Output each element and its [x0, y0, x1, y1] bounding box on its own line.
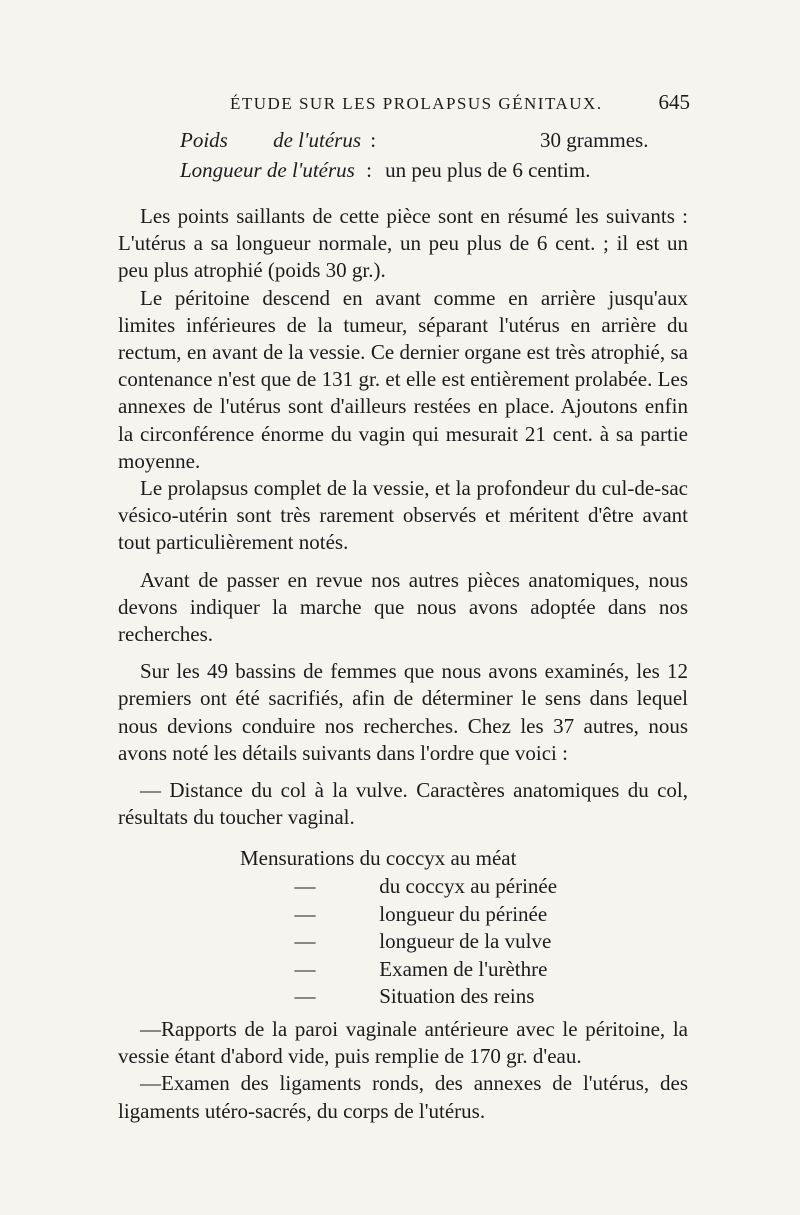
- paragraph: Le prolapsus complet de la vessie, et la profondeur du cul-de-sac vésico-utérin sont très rarement observés et méritent d'être avant tout particulièrement notés.: [118, 476, 688, 555]
- paragraph: — Distance du col à la vulve. Caractères anatomiques du col, résultats du toucher vaginal.: [118, 778, 688, 830]
- paragraph: —Examen des ligaments ronds, des annexes de l'utérus, des ligaments utéro-sacrés, du corps de l'utérus.: [118, 1071, 688, 1123]
- paragraph: Avant de passer en revue nos autres pièces anatomiques, nous devons indiquer la marche que nous avons adoptée dans nos recherches.: [118, 567, 688, 647]
- length-line: Longueur de l'utérus : un peu plus de 6 centim.: [180, 158, 591, 182]
- running-title: ÉTUDE SUR LES PROLAPSUS GÉNITAUX.: [230, 94, 603, 113]
- weight-line: Poids de l'utérus :: [180, 128, 377, 152]
- mensuration-item: — Situation des reins: [294, 984, 535, 1008]
- paragraph: Sur les 49 bassins de femmes que nous avons examinés, les 12 premiers ont été sacrifiés, afin de déterminer le sens dans lequel nous devions conduire nos recherches. Chez les 37 autres, nous avons noté les détails suivants dans l'ordre que voici :: [118, 659, 688, 765]
- weight-value: 30 grammes.: [540, 128, 649, 152]
- closing-text: [118, 1016, 688, 1125]
- paragraph: Les points saillants de cette pièce sont en résumé les suivants : L'utérus a sa longueur normale, un peu plus de 6 cent. ; il est un peu plus atrophié (poids 30 gr.).: [118, 204, 688, 283]
- paragraph: —Rapports de la paroi vaginale antérieure avec le péritoine, la vessie étant d'abord vide, puis remplie de 170 gr. d'eau.: [118, 1017, 688, 1069]
- page-number: 645: [658, 90, 690, 114]
- running-header: [230, 90, 690, 114]
- mensuration-item: — Examen de l'urèthre: [294, 957, 548, 981]
- mensuration-item: — longueur du périnée: [294, 902, 548, 926]
- mensuration-heading: Mensurations du coccyx au méat: [240, 846, 517, 870]
- mensuration-item: — du coccyx au périnée: [294, 874, 558, 898]
- main-text: [118, 203, 688, 831]
- paragraph: Le péritoine descend en avant comme en arrière jusqu'aux limites inférieures de la tumeur, séparant l'utérus en arrière du rectum, en avant de la vessie. Ce dernier organe est très atrophié, sa contenance n'est que de 131 gr. et elle est entièrement prolabée. Les annexes de l'utérus sont d'ailleurs restées en place. Ajoutons enfin la circonférence énorme du vagin qui mesurait 21 cent. à sa partie moyenne.: [118, 285, 688, 473]
- mensuration-item: — longueur de la vulve: [294, 929, 552, 953]
